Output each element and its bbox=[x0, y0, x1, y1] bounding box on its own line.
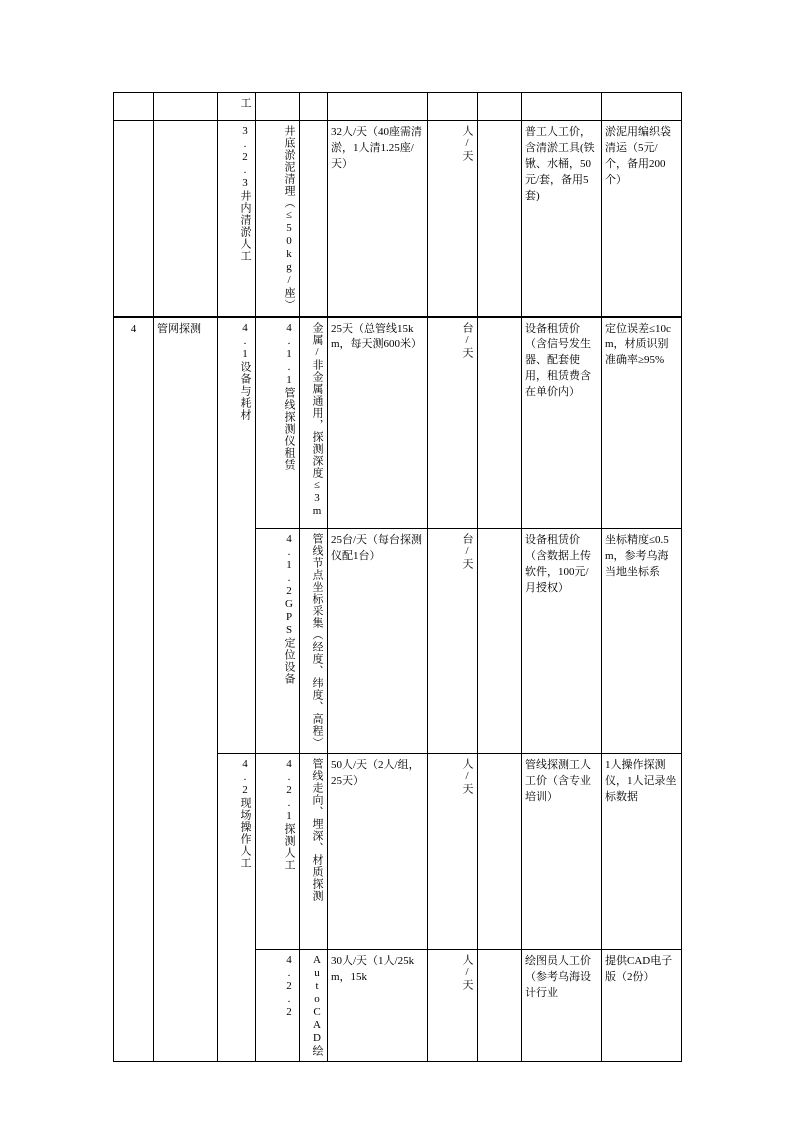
cell-unit: 台/天 bbox=[428, 317, 478, 529]
cell-note bbox=[522, 93, 602, 121]
cell-spec: AutoCAD绘 bbox=[300, 950, 328, 1062]
cell-detail bbox=[256, 93, 300, 121]
cell-detail: 4.2.1探测人工 bbox=[256, 754, 300, 950]
cell-remark: 定位误差≤10cm，材质识别准确率≥95% bbox=[602, 317, 682, 529]
cell-price bbox=[478, 754, 522, 950]
cell-quantity: 25台/天（每台探测仪配1台） bbox=[328, 529, 428, 754]
cell-price bbox=[478, 950, 522, 1062]
cell-unit: 人/天 bbox=[428, 754, 478, 950]
cell-detail: 井底淤泥清理（≤50kg/座） bbox=[256, 121, 300, 317]
cell-price bbox=[478, 121, 522, 317]
cell-remark: 坐标精度≤0.5m，参考乌海当地坐标系 bbox=[602, 529, 682, 754]
cell-price bbox=[478, 317, 522, 529]
cell-spec bbox=[300, 121, 328, 317]
cell-quantity: 30人/天（1人/25km，15k bbox=[328, 950, 428, 1062]
table-row bbox=[114, 317, 682, 529]
cell-category: 管网探测 bbox=[154, 317, 218, 1062]
cell-spec: 管线走向、埋深、材质探测 bbox=[300, 754, 328, 950]
cell-quantity: 25天（总管线15km，每天测600米） bbox=[328, 317, 428, 529]
cell-unit: 人/天 bbox=[428, 121, 478, 317]
cell-spec: 管线节点坐标采集（经度、纬度、高程） bbox=[300, 529, 328, 754]
cell-detail: 4.1.2GPS定位设备 bbox=[256, 529, 300, 754]
cell-note: 设备租赁价（含信号发生器、配套使用，租赁费含在单价内） bbox=[522, 317, 602, 529]
cell-note: 设备租赁价（含数据上传软件，100元/月授权） bbox=[522, 529, 602, 754]
cell-detail: 4.1.1管线探测仪租赁 bbox=[256, 317, 300, 529]
cell-quantity: 50人/天（2人/组，25天） bbox=[328, 754, 428, 950]
cell-detail: 4.2.2 bbox=[256, 950, 300, 1062]
cell-note: 管线探测工人工价（含专业培训） bbox=[522, 754, 602, 950]
cell-subitem: 3.2.3井内清淤人工 bbox=[218, 121, 256, 317]
cell-remark bbox=[602, 93, 682, 121]
cell-unit: 人/天 bbox=[428, 950, 478, 1062]
cell-remark: 提供CAD电子版（2份） bbox=[602, 950, 682, 1062]
cell-remark: 1人操作探测仪，1人记录坐标数据 bbox=[602, 754, 682, 950]
cell-seq: 4 bbox=[114, 317, 154, 1062]
table-row bbox=[114, 121, 682, 317]
pricing-table-wrapper bbox=[113, 92, 681, 1062]
cell-price bbox=[478, 529, 522, 754]
cell-unit: 台/天 bbox=[428, 529, 478, 754]
cell-seq bbox=[114, 121, 154, 317]
cell-subitem: 4.2现场操作人工 bbox=[218, 754, 256, 1062]
cell-note: 绘图员人工价（参考乌海设计行业 bbox=[522, 950, 602, 1062]
pricing-table bbox=[113, 92, 682, 1062]
cell-spec bbox=[300, 93, 328, 121]
cell-note: 普工人工价，含清淤工具(铁锹、水桶，50元/套，备用5套) bbox=[522, 121, 602, 317]
cell-quantity bbox=[328, 93, 428, 121]
cell-remark: 淤泥用编织袋清运（5元/个，备用200个） bbox=[602, 121, 682, 317]
table-row bbox=[114, 93, 682, 121]
cell-seq bbox=[114, 93, 154, 121]
cell-unit bbox=[428, 93, 478, 121]
cell-spec: 金属/非金属通用，探测深度≤3m bbox=[300, 317, 328, 529]
cell-quantity: 32人/天（40座需清淤，1人清1.25座/天） bbox=[328, 121, 428, 317]
cell-price bbox=[478, 93, 522, 121]
cell-category bbox=[154, 121, 218, 317]
cell-subitem: 工 bbox=[218, 93, 256, 121]
cell-category bbox=[154, 93, 218, 121]
cell-subitem: 4.1设备与耗材 bbox=[218, 317, 256, 754]
